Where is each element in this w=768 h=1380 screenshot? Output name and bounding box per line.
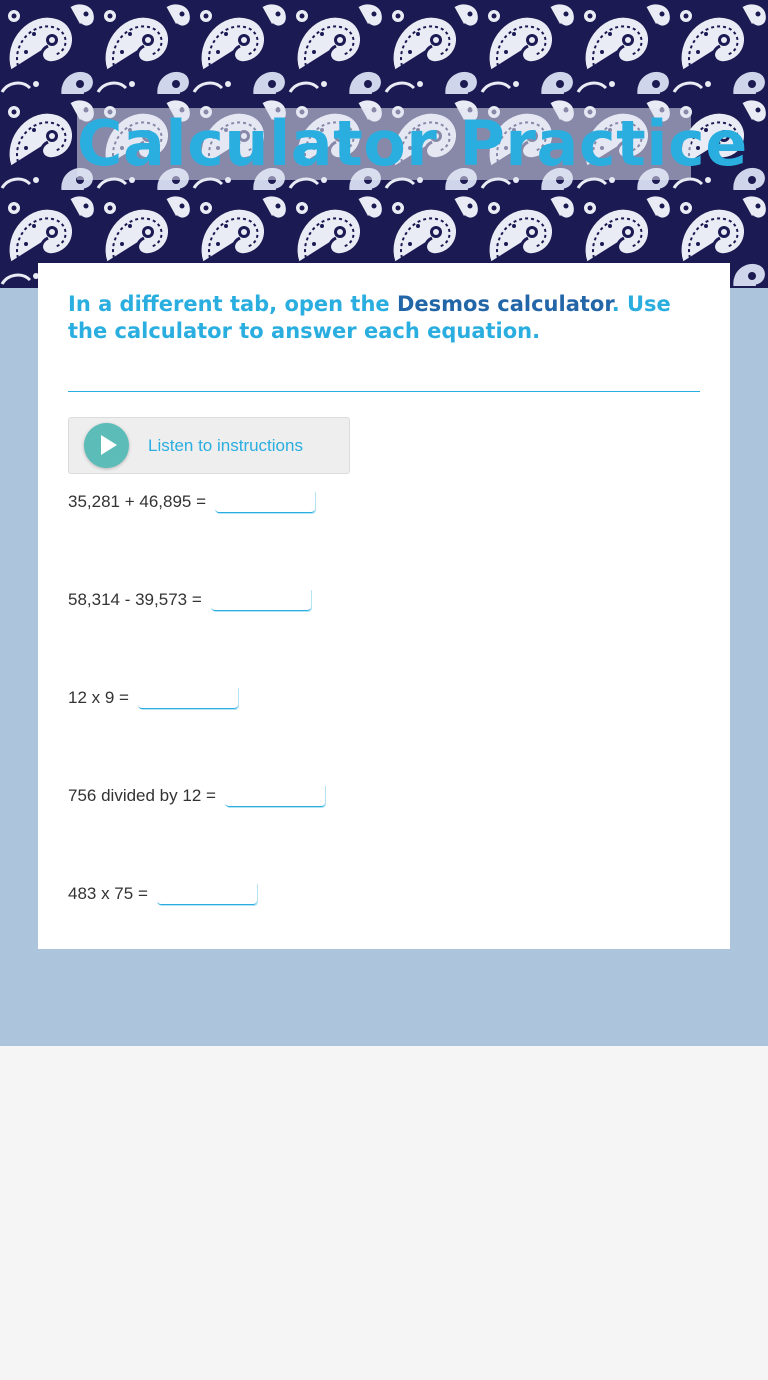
question-text: 58,314 - 39,573 = xyxy=(68,590,202,609)
worksheet-card xyxy=(38,263,730,949)
instructions-text xyxy=(68,291,708,345)
header-banner xyxy=(0,0,768,288)
question-1 xyxy=(68,487,315,517)
listen-label: Listen to instructions xyxy=(148,436,303,455)
question-text: 35,281 + 46,895 = xyxy=(68,492,207,511)
answer-input-2[interactable] xyxy=(211,589,311,611)
listen-instructions-button[interactable] xyxy=(68,417,350,474)
divider xyxy=(68,391,700,392)
page-title: Calculator Practice xyxy=(77,107,748,180)
question-2 xyxy=(68,585,311,615)
question-3 xyxy=(68,683,238,713)
instructions-prefix: In a different tab, open the xyxy=(68,292,397,316)
question-4 xyxy=(68,781,325,811)
answer-input-3[interactable] xyxy=(138,687,238,709)
answer-input-1[interactable] xyxy=(215,491,315,513)
question-text: 12 x 9 = xyxy=(68,688,129,707)
answer-input-5[interactable] xyxy=(157,883,257,905)
play-icon[interactable] xyxy=(84,423,129,468)
question-text: 483 x 75 = xyxy=(68,884,148,903)
desmos-calculator-link[interactable]: Desmos calculator xyxy=(396,292,612,316)
question-text: 756 divided by 12 = xyxy=(68,786,216,805)
question-5 xyxy=(68,879,257,909)
answer-input-4[interactable] xyxy=(225,785,325,807)
instructions-suffix: . Use the calculator to answer each equation. xyxy=(68,292,671,343)
